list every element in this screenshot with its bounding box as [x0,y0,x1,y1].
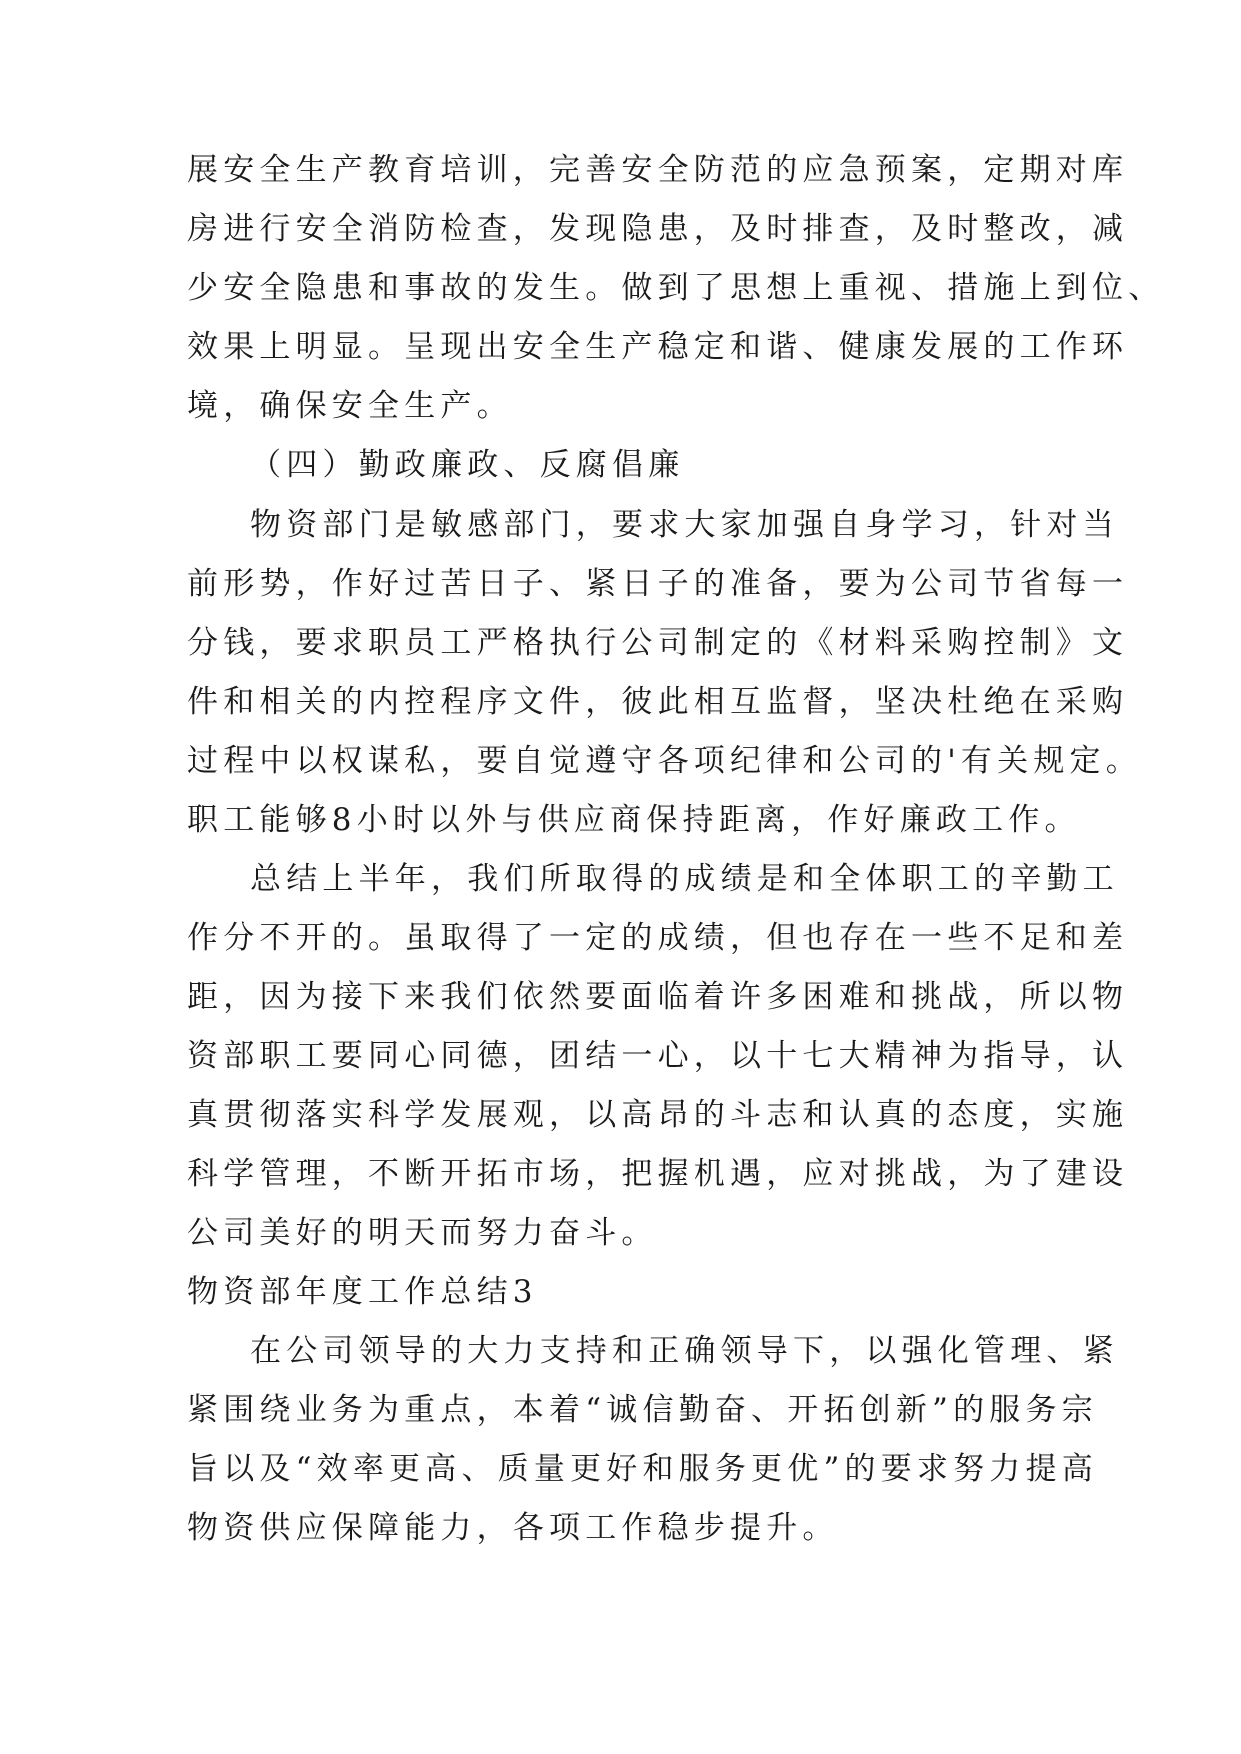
paragraph-line: 在公司领导的大力支持和正确领导下，以强化管理、紧 [250,1333,1119,1369]
paragraph-line: 总结上半年，我们所取得的成绩是和全体职工的辛勤工 [250,861,1119,897]
paragraph-line: 少安全隐患和事故的发生。做到了思想上重视、措施上到位、 [187,270,1165,306]
paragraph-line: 职工能够8小时以外与供应商保持距离，作好廉政工作。 [187,802,1081,838]
paragraph-line: 作分不开的。虽取得了一定的成绩，但也存在一些不足和差 [187,920,1129,956]
document-title: 物资部年度工作总结3 [187,1274,538,1310]
paragraph-line: 距，因为接下来我们依然要面临着许多困难和挑战，所以物 [187,979,1129,1015]
paragraph-line: 科学管理，不断开拓市场，把握机遇，应对挑战，为了建设 [187,1156,1129,1192]
paragraph-line: 紧围绕业务为重点，本着“诚信勤奋、开拓创新”的服务宗 [187,1392,1098,1428]
paragraph-line: 真贯彻落实科学发展观，以高昂的斗志和认真的态度，实施 [187,1097,1129,1133]
paragraph-line: 前形势，作好过苦日子、紧日子的准备，要为公司节省每一 [187,566,1129,602]
paragraph-line: 效果上明显。呈现出安全生产稳定和谐、健康发展的工作环 [187,329,1129,365]
paragraph-line: 公司美好的明天而努力奋斗。 [187,1215,658,1251]
paragraph-line: 物资部门是敏感部门，要求大家加强自身学习，针对当 [250,507,1119,543]
paragraph-line: 过程中以权谋私，要自觉遵守各项纪律和公司的'有关规定。 [187,743,1142,779]
paragraph-line: 件和相关的内控程序文件，彼此相互监督，坚决杜绝在采购 [187,684,1129,720]
section-heading: （四）勤政廉政、反腐倡廉 [250,447,685,483]
paragraph-line: 物资供应保障能力，各项工作稳步提升。 [187,1510,839,1546]
paragraph-line: 展安全生产教育培训，完善安全防范的应急预案，定期对库 [187,152,1129,188]
paragraph-line: 分钱，要求职员工严格执行公司制定的《材料采购控制》文 [187,625,1129,661]
paragraph-line: 旨以及“效率更高、质量更好和服务更优”的要求努力提高 [187,1451,1098,1487]
paragraph-line: 境，确保安全生产。 [187,388,513,424]
paragraph-line: 资部职工要同心同德，团结一心，以十七大精神为指导，认 [187,1038,1129,1074]
paragraph-line: 房进行安全消防检查，发现隐患，及时排查，及时整改，减 [187,211,1129,247]
